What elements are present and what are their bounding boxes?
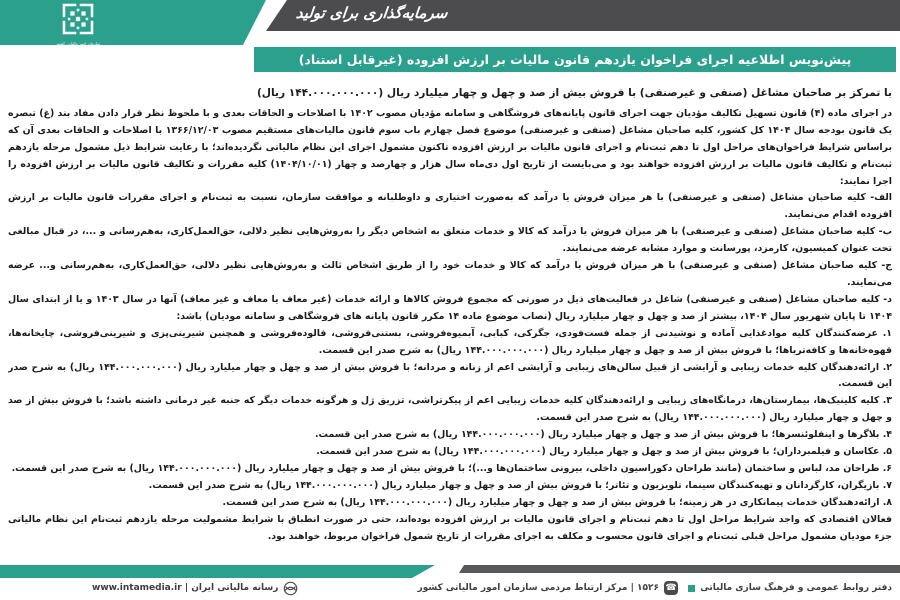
activity-item-7: ۷. بازیگران، کارگردانان و تهیه‌کنندگان سینما، تلویزیون و تئاتر؛ با فروش بیش از صد و چهل و چهار میلیارد ریال (۱۴۴.۰۰۰.۰۰۰.۰۰۰ ریال) به شرح صدر این قسمت. [148, 479, 892, 491]
footer-dept [688, 577, 892, 599]
footer-dept-label: دفتر روابط عمومی و فرهنگ سازی مالیاتی [700, 583, 892, 593]
clause-dal: د- کلیه صاحبان مشاغل (صنفی و غیرصنفی) شاغل در فعالیت‌های ذیل در صورتی که مجموع فروش کالاها و ارائه خدمات (غیر معاف یا معاف و غیر معاف) آنها در سال ۱۴۰۳ و یا از ابتدای سال ۱۴۰۴ تا پایان شهریور سال ۱۴۰۴، بیشتر از صد و چهل و چهار میلیارد ریال (نصاب موضوع ماده ۱۴ مکرر قانون پایانه های فروشگاهی و سامانه مودیان) باشد: [8, 293, 892, 322]
clause-be: ب- کلیه صاحبان مشاغل (صنفی و غیرصنفی) با هر میزان فروش یا درآمد که کالا و خدمات متعلق به اشخاص دیگر را به‌روش‌هایی نظیر دلالی، حق‌العمل‌کاری، به‌هم‌رسانی و ...، در قبال مبالغی تحت عنوان کمیسیون، کارمزد، پورسانت و موارد مشابه عرضه می‌نمایند. [8, 226, 892, 255]
intro-paragraph: در اجرای ماده (۴) قانون تسهیل تکالیف مؤدیان جهت اجرای قانون پایانه‌های فروشگاهی و سامانه مؤدیان مصوب ۱۴۰۲ با اصلاحات و الحاقات بعدی و با ملحوظ نظر قرار دادن مفاد بند (غ) تبصره یک قانون بودجه سال ۱۴۰۴ کل کشور، کلیه صاحبان مشاغل (صنفی و غیرصنفی) موضوع فصل چهارم باب سوم قانون مالیات‌های مستقیم مصوب ۱۳۶۶/۱۲/۰۳ با اصلاحات و الحاقات بعدی آن که براساس شرایط فراخوان‌های مراحل اول تا دهم ثبت‌نام و اجرای قانون مالیات بر ارزش افزوده تاکنون مشمول اجرای این نظام مالیاتی نگردیده‌اند؛ با رعایت شرایط ذیل مشمول مرحله یازدهم ثبت‌نام و تکالیف قانون مالیات بر ارزش افزوده خواهند بود و می‌بایست از تاریخ اول دی‌ماه سال هزار و چهارصد و چهار (۱۴۰۴/۱۰/۰۱) کلیه مقررات و تکالیف قانون مالیات بر ارزش افزوده را اجرا نمایند: [8, 107, 892, 187]
footer-call-center [418, 577, 678, 599]
activity-item-1: ۱. عرضه‌کنندگان کلیه موادغذایی آماده و نوشیدنی از جمله فست‌فودی، جگرکی، کبابی، آبمیوه‌فروشی، بستنی‌فروشی، فالوده‌فروشی و همچنین شیرینی‌پزی و شیرینی‌فروشی، چایخانه‌ها، قهوه‌خانه‌ها و کافه‌تریاها؛ با فروش بیش از صد و چهل و چهار میلیارد ریال (۱۴۴.۰۰۰.۰۰۰.۰۰۰ ریال) به شرح صدر این قسمت. [8, 327, 892, 356]
slogan-calligraphy: سرمایه‌گذاری برای تولید [295, 4, 449, 22]
clause-jim: ج- کلیه صاحبان مشاغل (صنفی و غیرصنفی) با هر میزان فروش یا درآمد که کالا و خدمات خود را از طریق اشخاص ثالث و به‌روش‌هایی نظیر دلالی، حق‌العمل‌کاری، به‌هم‌رسانی و... عرضه می‌نمایند. [8, 260, 892, 288]
header-logo-block [0, 0, 266, 45]
subtitle: با تمرکز بر صاحبان مشاغل (صنفی و غیرصنفی) با فروش بیش از صد و چهل و چهار میلیارد ریال (۱۴۴.۰۰۰.۰۰۰.۰۰۰ ریال) [256, 87, 892, 99]
tax-organization-logo-icon [58, 2, 98, 36]
footer-website-label: رسانه مالیاتی ایران | www.intamedia.ir [92, 583, 279, 593]
logo-caption: سازمان امور مالیاتی کشور [55, 41, 101, 46]
clause-alef: الف- کلیه صاحبان مشاغل (صنفی و غیرصنفی) با هر میزان فروش یا درآمد که به‌صورت اختیاری و داوطلبانه و موافقت سازمان، نسبت به ثبت‌نام و اجرای مقررات قانون مالیات بر ارزش افزوده اقدام می‌نمایند. [8, 192, 892, 221]
closing-paragraph: فعالان اقتصادی که واجد شرایط مراحل اول تا دهم ثبت‌نام و اجرای قانون مالیات بر ارزش افزوده بوده‌اند، حتی در صورت انطباق با شرایط مشمولیت مرحله یازدهم ثبت‌نام این نظام مالیاتی جزء مودیان مشمول مراحل قبلی ثبت‌نام و اجرای قانون محسوب و مکلف به اجرای مقررات از تاریخ شمول فراخوان مربوط، خواهند بود. [8, 513, 892, 542]
activity-item-6: ۶. طراحان مد، لباس و ساختمان (مانند طراحان دکوراسیون داخلی، بیرونی ساختمان‌ها و...)؛ با فروش بیش از صد و چهل و چهار میلیارد ریال (۱۴۴.۰۰۰.۰۰۰.۰۰۰ ریال) به شرح صدر این قسمت. [11, 462, 892, 474]
footer-call-center-label: ۱۵۲۶ | مرکز ارتباط مردمی سازمان امور مالیاتی کشور [417, 583, 659, 593]
activity-item-4: ۴. بلاگرها و اینفلوئنسرها؛ با فروش بیش از صد و چهل و چهار میلیارد ریال (۱۴۴.۰۰۰.۰۰۰.۰۰۰ ریال) به شرح صدر این قسمت. [315, 429, 892, 441]
globe-icon [283, 581, 298, 596]
activity-item-3: ۳. کلیه کلینیک‌ها، بیمارستان‌ها، درمانگاه‌های زیبایی و ارائه‌دهندگان کلیه خدمات زیبایی اعم از پیکرتراشی، تزریق ژل و هرگونه خدمات دیگر که جنبه غیر درمانی داشته باشد؛ با فروش بیش از صد و چهل و چهار میلیارد ریال (۱۴۴.۰۰۰.۰۰۰.۰۰۰ ریال) به شرح صدر این قسمت. [8, 395, 892, 424]
notice-body [8, 85, 892, 566]
activity-item-5: ۵. عکاسان و فیلمبرداران؛ با فروش بیش از صد و چهل و چهار میلیارد ریال (۱۴۴.۰۰۰.۰۰۰.۰۰۰ ریال) به شرح صدر این قسمت. [316, 446, 892, 458]
footer [0, 577, 900, 599]
footer-gray-strip [450, 565, 900, 573]
title-banner: پیش‌نویس اطلاعیه اجرای فراخوان یازدهم قانون مالیات بر ارزش افزوده (غیرقابل استناد) [254, 47, 896, 72]
activity-item-8: ۸. ارائه‌دهندگان خدمات پیمانکاری در هر زمینه؛ با فروش بیش از صد و چهل و چهار میلیارد ریال (۱۴۴.۰۰۰.۰۰۰.۰۰۰ ریال) به شرح صدر این قسمت. [222, 496, 892, 508]
tax-organization-logo [52, 2, 104, 46]
phone-icon: ☎ [665, 583, 677, 593]
activity-item-2: ۲. ارائه‌دهندگان کلیه خدمات زیبایی و آرایشی از قبیل سالن‌های زیبایی و آرایشی اعم از زنانه و مردانه؛ با فروش بیش از صد و چهل و چهار میلیارد ریال (۱۴۴.۰۰۰.۰۰۰.۰۰۰ ریال) به شرح صدر این قسمت. [8, 361, 892, 390]
footer-website [92, 577, 298, 599]
teal-square-icon [688, 585, 695, 592]
